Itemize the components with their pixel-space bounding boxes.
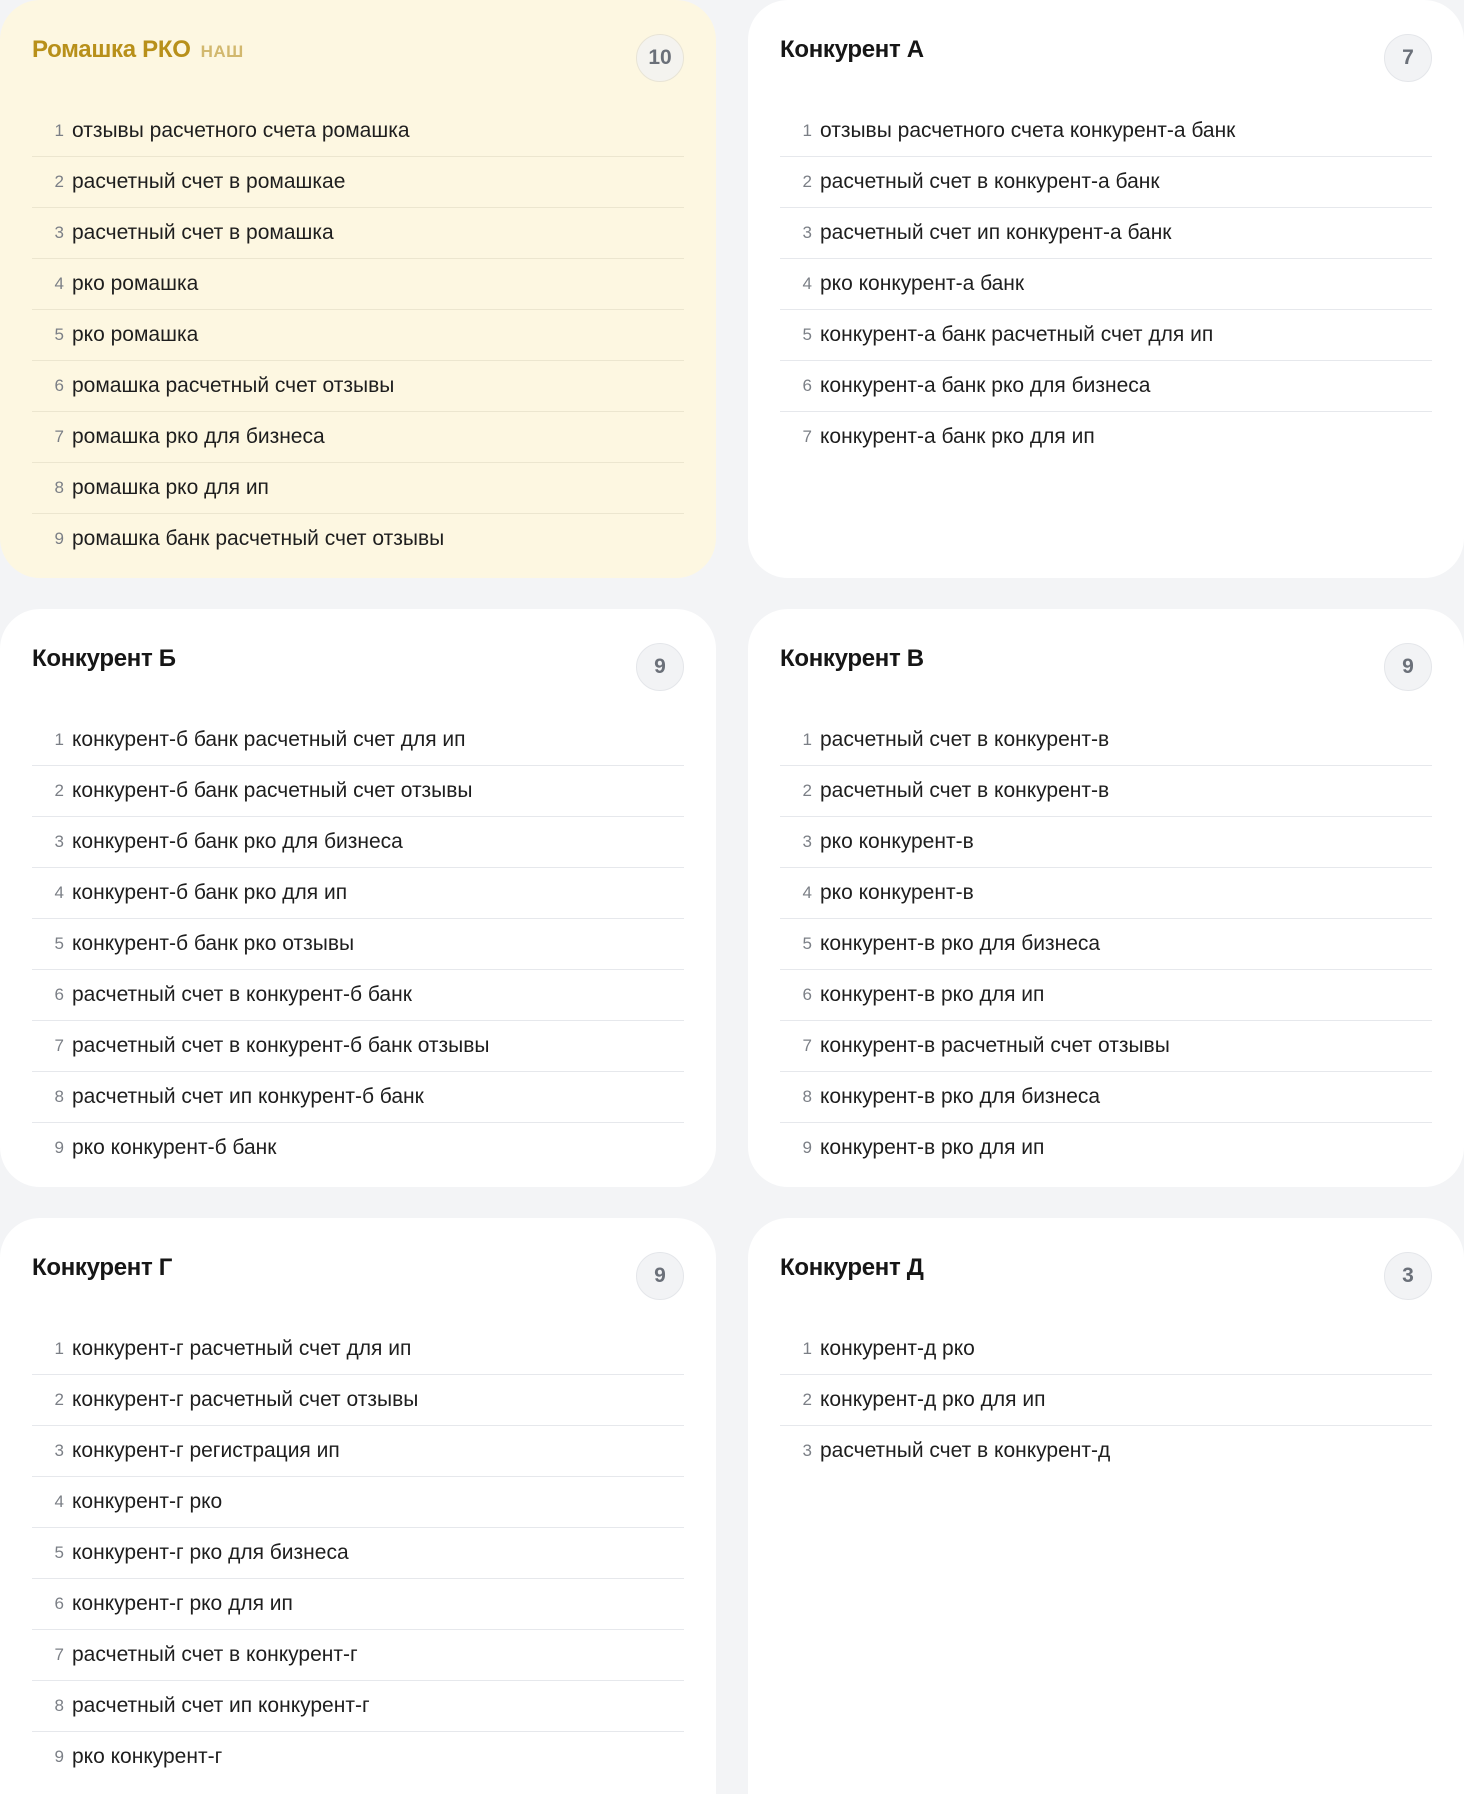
card-header [780, 1218, 1432, 1324]
card-title: Конкурент Г [32, 1254, 173, 1281]
keyword-number: 5 [802, 934, 812, 953]
card-header [32, 0, 684, 106]
keyword-item [32, 1681, 684, 1732]
our-brand-tag: НАШ [200, 42, 244, 61]
keyword-item [32, 970, 684, 1021]
keyword-number: 6 [802, 985, 812, 1004]
keyword-number: 9 [802, 1138, 812, 1157]
keyword-item [780, 1021, 1432, 1072]
card-konkurent-a [748, 0, 1464, 578]
keyword-text: конкурент-г расчетный счет отзывы [72, 1388, 419, 1411]
keyword-text: рко конкурент-б банк [72, 1136, 277, 1159]
keyword-number: 5 [802, 325, 812, 344]
keyword-number: 7 [802, 427, 812, 446]
keyword-text: конкурент-б банк расчетный счет для ип [72, 728, 466, 751]
card-title: Ромашка РКО НАШ [32, 36, 244, 63]
keyword-text: конкурент-в рко для ип [820, 983, 1045, 1006]
keyword-number: 1 [54, 121, 64, 140]
keyword-text: конкурент-б банк рко для ип [72, 881, 348, 904]
card-konkurent-v [748, 609, 1464, 1187]
keyword-item [780, 1324, 1432, 1375]
keyword-count-badge: 3 [1384, 1252, 1432, 1300]
keyword-number: 1 [802, 730, 812, 749]
keyword-item [32, 412, 684, 463]
keyword-text: расчетный счет ип конкурент-а банк [820, 221, 1172, 244]
keyword-list [32, 1324, 684, 1782]
keyword-text: конкурент-г регистрация ип [72, 1439, 340, 1462]
keyword-item [32, 361, 684, 412]
keyword-item [32, 1426, 684, 1477]
keyword-number: 3 [802, 1441, 812, 1460]
card-title: Конкурент В [780, 645, 924, 672]
keyword-number: 4 [54, 1492, 64, 1511]
keyword-item [780, 1426, 1432, 1476]
keyword-item [32, 208, 684, 259]
keyword-number: 3 [802, 223, 812, 242]
keyword-item [32, 1324, 684, 1375]
keyword-number: 8 [54, 1696, 64, 1715]
keyword-item [780, 1123, 1432, 1173]
keyword-number: 7 [802, 1036, 812, 1055]
keyword-number: 4 [802, 274, 812, 293]
keyword-item [32, 1375, 684, 1426]
keyword-item [32, 1477, 684, 1528]
keyword-item [32, 868, 684, 919]
keyword-count-badge: 10 [636, 34, 684, 82]
keyword-text: ромашка рко для бизнеса [72, 425, 325, 448]
keyword-text: рко ромашка [72, 323, 199, 346]
keyword-item [780, 919, 1432, 970]
keyword-item [32, 1072, 684, 1123]
keyword-text: конкурент-в расчетный счет отзывы [820, 1034, 1170, 1057]
keyword-text: расчетный счет в конкурент-а банк [820, 170, 1160, 193]
keyword-item [780, 157, 1432, 208]
keyword-number: 1 [54, 1339, 64, 1358]
keyword-item [780, 310, 1432, 361]
keyword-text: расчетный счет в конкурент-в [820, 779, 1110, 802]
keyword-number: 4 [802, 883, 812, 902]
card-konkurent-b [0, 609, 716, 1187]
keyword-text: конкурент-а банк рко для бизнеса [820, 374, 1151, 397]
keyword-number: 3 [54, 1441, 64, 1460]
keyword-number: 3 [54, 832, 64, 851]
keyword-number: 3 [802, 832, 812, 851]
keyword-item [32, 463, 684, 514]
keyword-text: рко ромашка [72, 272, 199, 295]
keyword-text: конкурент-а банк расчетный счет для ип [820, 323, 1214, 346]
keyword-item [32, 817, 684, 868]
keyword-text: конкурент-б банк расчетный счет отзывы [72, 779, 473, 802]
keyword-text: конкурент-в рко для бизнеса [820, 1085, 1101, 1108]
keyword-text: расчетный счет ип конкурент-б банк [72, 1085, 424, 1108]
keyword-item [32, 106, 684, 157]
keyword-item [32, 766, 684, 817]
keyword-item [780, 361, 1432, 412]
card-romashka-rko [0, 0, 716, 578]
keyword-list [32, 106, 684, 564]
keyword-text: расчетный счет в конкурент-д [820, 1439, 1111, 1462]
keyword-text: конкурент-а банк рко для ип [820, 425, 1095, 448]
keyword-number: 6 [54, 985, 64, 1004]
card-header [780, 0, 1432, 106]
keyword-number: 6 [802, 376, 812, 395]
keyword-count-badge: 9 [1384, 643, 1432, 691]
keyword-number: 6 [54, 1594, 64, 1613]
keyword-count-badge: 7 [1384, 34, 1432, 82]
keyword-item [32, 157, 684, 208]
keyword-text: расчетный счет в конкурент-б банк [72, 983, 412, 1006]
keyword-text: конкурент-г расчетный счет для ип [72, 1337, 412, 1360]
keyword-number: 2 [802, 172, 812, 191]
keyword-number: 2 [802, 781, 812, 800]
keyword-item [32, 514, 684, 564]
keyword-number: 2 [54, 172, 64, 191]
keyword-number: 2 [802, 1390, 812, 1409]
keyword-number: 8 [54, 478, 64, 497]
keyword-list [780, 106, 1432, 462]
card-title: Конкурент Б [32, 645, 176, 672]
keyword-text: конкурент-д рко для ип [820, 1388, 1046, 1411]
keyword-item [780, 766, 1432, 817]
keyword-number: 4 [54, 274, 64, 293]
keyword-text: ромашка рко для ип [72, 476, 269, 499]
keyword-item [780, 715, 1432, 766]
keyword-item [780, 259, 1432, 310]
keyword-number: 5 [54, 325, 64, 344]
keyword-number: 3 [54, 223, 64, 242]
keyword-item [32, 259, 684, 310]
card-konkurent-g [0, 1218, 716, 1794]
keyword-text: отзывы расчетного счета ромашка [72, 119, 410, 142]
keyword-item [780, 970, 1432, 1021]
keyword-text: расчетный счет в конкурент-б банк отзывы [72, 1034, 490, 1057]
keyword-number: 8 [54, 1087, 64, 1106]
keyword-number: 1 [54, 730, 64, 749]
keyword-text: рко конкурент-а банк [820, 272, 1025, 295]
keyword-text: рко конкурент-в [820, 881, 974, 904]
keyword-item [780, 868, 1432, 919]
keyword-number: 4 [54, 883, 64, 902]
keyword-text: конкурент-б банк рко для бизнеса [72, 830, 403, 853]
keyword-number: 8 [802, 1087, 812, 1106]
keyword-number: 7 [54, 1036, 64, 1055]
keyword-text: ромашка расчетный счет отзывы [72, 374, 395, 397]
keyword-item [32, 310, 684, 361]
keyword-number: 6 [54, 376, 64, 395]
card-header [32, 609, 684, 715]
card-title: Конкурент Д [780, 1254, 924, 1281]
keyword-text: конкурент-б банк рко отзывы [72, 932, 355, 955]
keyword-item [32, 919, 684, 970]
keyword-number: 7 [54, 427, 64, 446]
keyword-text: расчетный счет в конкурент-г [72, 1643, 358, 1666]
keyword-text: расчетный счет в ромашка [72, 221, 334, 244]
keyword-text: конкурент-г рко [72, 1490, 223, 1513]
keyword-text: отзывы расчетного счета конкурент-а банк [820, 119, 1236, 142]
keyword-number: 5 [54, 1543, 64, 1562]
keyword-number: 7 [54, 1645, 64, 1664]
keyword-text: конкурент-г рко для бизнеса [72, 1541, 349, 1564]
keyword-count-badge: 9 [636, 643, 684, 691]
keyword-number: 9 [54, 1138, 64, 1157]
keyword-text: ромашка банк расчетный счет отзывы [72, 527, 445, 550]
keyword-item [780, 1072, 1432, 1123]
keyword-item [32, 1579, 684, 1630]
keyword-item [32, 1630, 684, 1681]
keyword-text: конкурент-д рко [820, 1337, 975, 1360]
keyword-item [32, 715, 684, 766]
keyword-text: расчетный счет в ромашкае [72, 170, 346, 193]
keyword-item [780, 412, 1432, 462]
keyword-text: рко конкурент-г [72, 1745, 223, 1768]
keyword-list [32, 715, 684, 1173]
card-header [780, 609, 1432, 715]
keyword-item [780, 817, 1432, 868]
keyword-text: конкурент-в рко для бизнеса [820, 932, 1101, 955]
card-header [32, 1218, 684, 1324]
keyword-number: 9 [54, 1747, 64, 1766]
keyword-number: 9 [54, 529, 64, 548]
keyword-number: 2 [54, 781, 64, 800]
keyword-number: 2 [54, 1390, 64, 1409]
keyword-number: 1 [802, 1339, 812, 1358]
keyword-text: рко конкурент-в [820, 830, 974, 853]
keyword-text: конкурент-г рко для ип [72, 1592, 293, 1615]
keyword-number: 5 [54, 934, 64, 953]
keyword-count-badge: 9 [636, 1252, 684, 1300]
keyword-number: 1 [802, 121, 812, 140]
keyword-item [32, 1021, 684, 1072]
keyword-text: конкурент-в рко для ип [820, 1136, 1045, 1159]
keyword-text: расчетный счет ип конкурент-г [72, 1694, 370, 1717]
keyword-item [32, 1123, 684, 1173]
keyword-text: расчетный счет в конкурент-в [820, 728, 1110, 751]
keyword-item [32, 1528, 684, 1579]
keyword-list [780, 715, 1432, 1173]
keyword-item [32, 1732, 684, 1782]
card-title: Конкурент А [780, 36, 924, 63]
keyword-list [780, 1324, 1432, 1476]
keyword-item [780, 208, 1432, 259]
card-konkurent-d [748, 1218, 1464, 1794]
keyword-item [780, 1375, 1432, 1426]
keyword-item [780, 106, 1432, 157]
